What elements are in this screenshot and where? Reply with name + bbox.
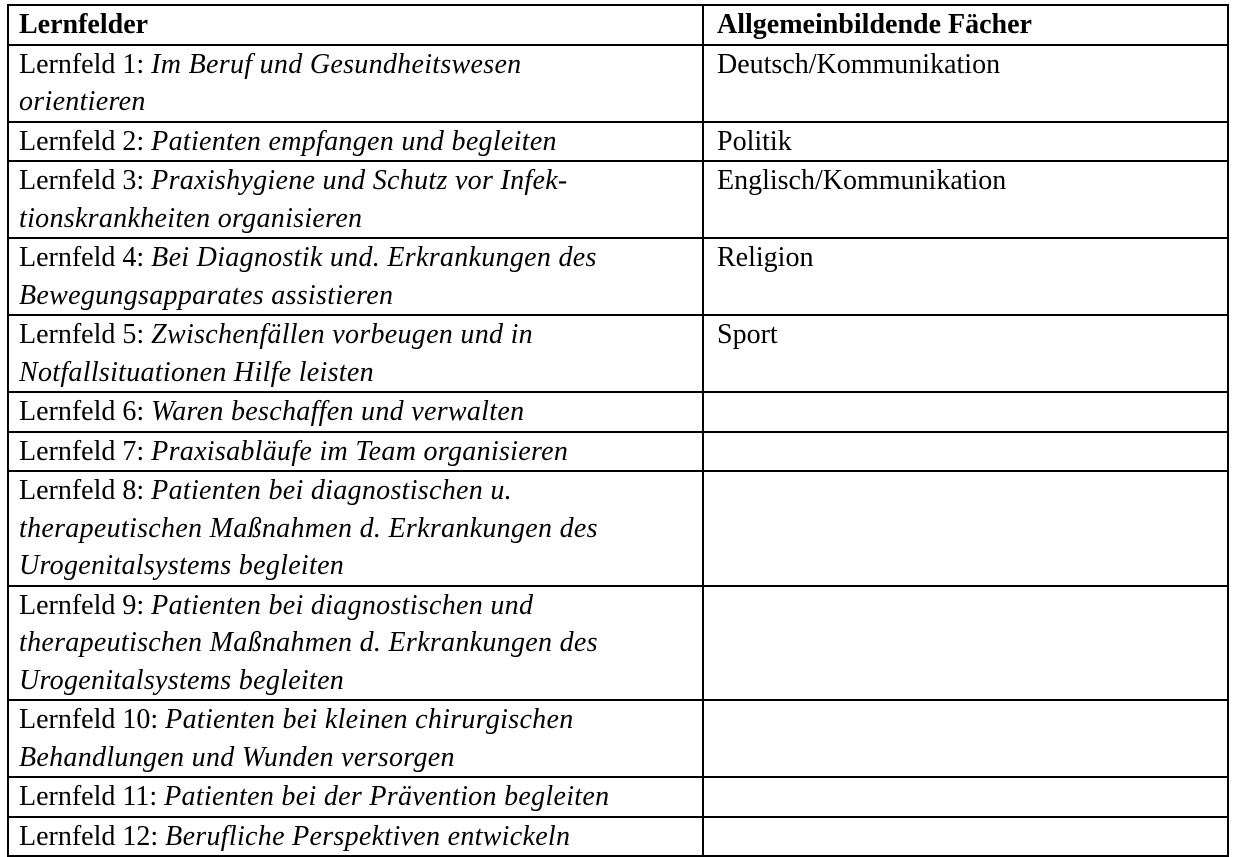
lernfeld-line [19,510,702,548]
lernfeld-label: Lernfeld 6 [19,396,137,427]
lernfeld-line [19,662,702,700]
lernfeld-label: Lernfeld 1 [19,48,137,80]
lernfeld-cell [8,817,703,857]
lernfeld-label: Lernfeld 11 [19,781,150,812]
subject-cell [703,471,1228,586]
lernfeld-label: Lernfeld 7 [19,435,137,467]
table-row [8,817,1228,857]
lernfeld-title: Notfallsituationen Hilfe leisten [19,356,374,388]
lernfeld-line: Lernfeld 10: Patienten bei kleinen chirurgischen [19,704,574,735]
lernfeld-line: Lernfeld 12: Berufliche Perspektiven entwickeln [19,820,571,852]
lernfeld-cell [8,432,703,472]
header-faecher: Allgemeinbildende Fächer [703,5,1228,45]
lernfeld-title: Praxishygiene und Schutz vor Infek- [151,165,568,196]
lernfeld-line: Lernfeld 6: Waren beschaffen und verwalten [19,396,525,427]
subject-cell: Sport [703,315,1228,392]
lernfeld-label: Lernfeld 3 [19,165,137,196]
lernfeld-title: Bewegungsapparates assistieren [19,279,394,311]
lernfeld-cell [8,161,703,238]
lernfeld-label: Lernfeld 10 [19,704,151,735]
lernfeld-title: Im Beruf und Gesundheitswesen [151,48,522,80]
table-row [8,777,1228,817]
lernfeld-line: Lernfeld 2: Patienten empfangen und begleiten [19,125,557,157]
lernfeld-title: therapeutischen Maßnahmen d. Erkrankungen des [19,627,598,658]
table-row [8,586,1228,701]
lernfeld-title: Urogenitalsystems begleiten [19,664,345,696]
lernfeld-line [19,739,702,777]
table-row [8,161,1228,238]
lernfeld-title: Urogenitalsystems begleiten [19,550,345,581]
subject-cell [703,392,1228,432]
lernfeld-cell [8,392,703,432]
header-lernfelder: Lernfelder [8,5,703,45]
lernfeld-line: Lernfeld 4: Bei Diagnostik und. Erkrankungen des [19,242,597,273]
lernfeld-title: Patienten empfangen und begleiten [151,125,557,157]
curriculum-table [7,4,1229,857]
subject-cell [703,432,1228,472]
lernfeld-line: Lernfeld 8: Patienten bei diagnostischen u. [19,475,512,506]
lernfeld-line: Lernfeld 1: Im Beruf und Gesundheitswesen [19,48,522,80]
lernfeld-title: Patienten bei diagnostischen und [151,589,534,621]
table-row [8,432,1228,472]
subject-cell: Politik [703,122,1228,162]
table-row [8,238,1228,315]
lernfeld-label: Lernfeld 9 [19,589,137,621]
lernfeld-cell [8,238,703,315]
lernfeld-title: Bei Diagnostik und. Erkrankungen des [151,242,597,273]
subject-cell [703,817,1228,857]
lernfeld-title: orientieren [19,86,146,117]
subject-cell [703,586,1228,701]
lernfeld-line [19,200,702,238]
table-row [8,315,1228,392]
lernfeld-line [19,83,702,121]
lernfeld-line: Lernfeld 7: Praxisabläufe im Team organisieren [19,435,569,467]
table-row [8,45,1228,122]
lernfeld-title: Waren beschaffen und verwalten [151,396,525,427]
table-row [8,122,1228,162]
lernfeld-title: tionskrankheiten organisieren [19,202,363,234]
lernfeld-title: Zwischenfällen vorbeugen und in [151,319,533,350]
lernfeld-line [19,547,702,585]
lernfeld-cell [8,700,703,777]
table-row [8,392,1228,432]
lernfeld-title: Praxisabläufe im Team organisieren [151,435,569,467]
lernfeld-line: Lernfeld 5: Zwischenfällen vorbeugen und in [19,319,533,350]
lernfeld-cell [8,777,703,817]
lernfeld-label: Lernfeld 2 [19,125,137,157]
lernfeld-title: Patienten bei diagnostischen u. [151,475,512,506]
lernfeld-label: Lernfeld 8 [19,475,137,506]
lernfeld-title: Patienten bei kleinen chirurgischen [165,704,574,735]
lernfeld-line: Lernfeld 3: Praxishygiene und Schutz vor Infek- [19,165,568,196]
subject-cell [703,777,1228,817]
lernfeld-title: therapeutischen Maßnahmen d. Erkrankungen des [19,512,598,544]
subject-cell: Religion [703,238,1228,315]
lernfeld-label: Lernfeld 12 [19,820,151,852]
lernfeld-cell [8,45,703,122]
lernfeld-line [19,624,702,662]
lernfeld-title: Berufliche Perspektiven entwickeln [165,820,571,852]
table-row [8,700,1228,777]
table-header-row [8,5,1228,45]
lernfeld-line [19,277,702,315]
lernfeld-cell [8,471,703,586]
table-row [8,471,1228,586]
subject-cell [703,700,1228,777]
lernfeld-cell [8,315,703,392]
lernfeld-line: Lernfeld 9: Patienten bei diagnostischen und [19,589,534,621]
lernfeld-title: Patienten bei der Prävention begleiten [164,781,610,812]
lernfeld-label: Lernfeld 4 [19,242,137,273]
lernfeld-label: Lernfeld 5 [19,319,137,350]
lernfeld-line [19,354,702,392]
lernfeld-cell [8,586,703,701]
lernfeld-title: Behandlungen und Wunden versorgen [19,741,455,773]
lernfeld-cell [8,122,703,162]
subject-cell: Englisch/Kommunikation [703,161,1228,238]
lernfeld-line: Lernfeld 11: Patienten bei der Prävention begleiten [19,781,610,812]
subject-cell: Deutsch/Kommunikation [703,45,1228,122]
